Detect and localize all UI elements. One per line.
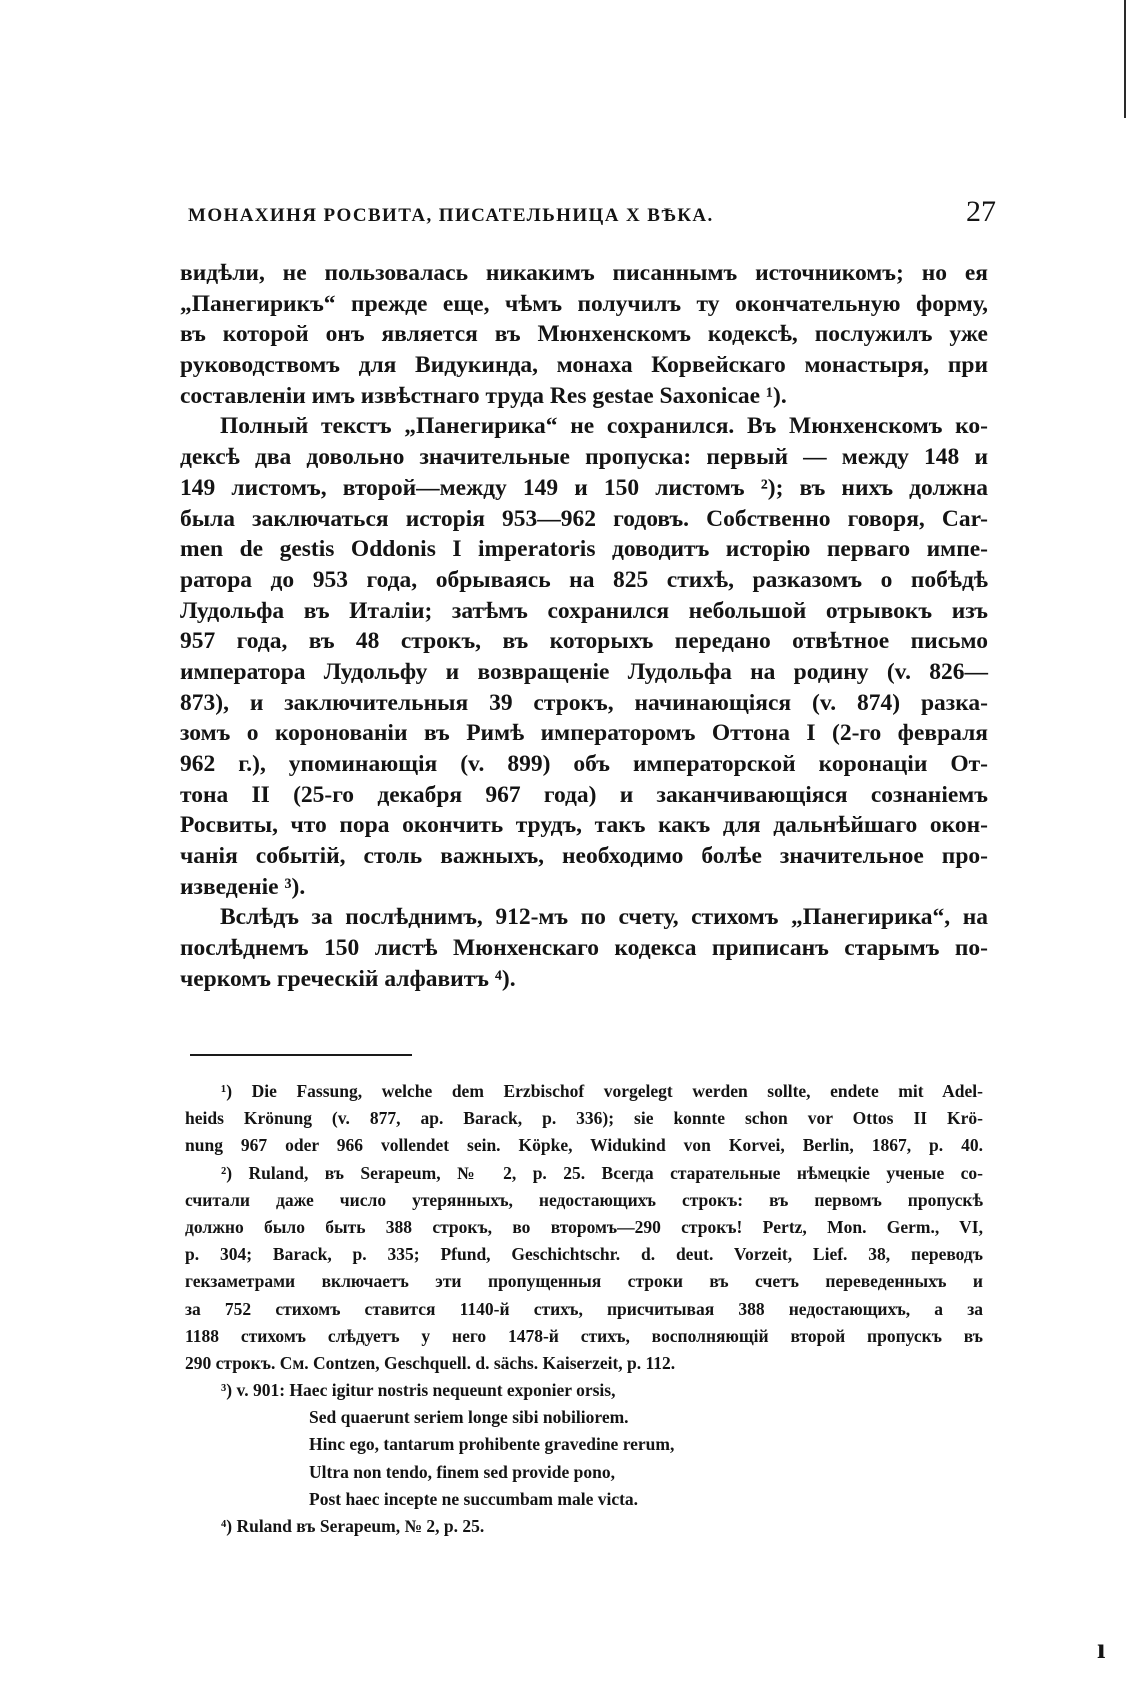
footnote-line: ¹) Die Fassung, welche dem Erzbischof vorgelegt werden sollte, endete mit Adel- xyxy=(221,1081,983,1101)
text-line: 149 листомъ, второй—между 149 и 150 листомъ ²); въ нихъ должна xyxy=(180,474,988,501)
footnote-line: 1188 стихомъ слѣдуетъ у него 1478-й стихъ, восполняющій второй пропускъ въ xyxy=(185,1325,983,1346)
footnote-line: считали даже число утерянныхъ, недостающихъ строкъ: въ первомъ пропускѣ xyxy=(185,1189,983,1210)
text-line: 957 года, въ 48 строкъ, въ которыхъ передано отвѣтное письмо xyxy=(180,628,988,655)
text-line: Лудольфа въ Италіи; затѣмъ сохранился небольшой отрывокъ изъ xyxy=(180,597,988,624)
footnote-line: Ultra non tendo, finem sed provide pono, xyxy=(309,1461,615,1482)
text-line: чанія событій, столь важныхъ, необходимо болѣе значительное про- xyxy=(180,843,988,870)
text-line: послѣднемъ 150 листѣ Мюнхенскаго кодекса приписанъ старымъ по- xyxy=(180,935,988,962)
text-line: Полный текстъ „Панегирика“ не сохранился. Въ Мюнхенскомъ ко- xyxy=(220,413,988,440)
page-number: 27 xyxy=(966,195,996,228)
page-edge-line xyxy=(1124,0,1126,118)
footnote-line: p. 304; Barack, p. 335; Pfund, Geschichtschr. d. deut. Vorzeit, Lief. 38, переводъ xyxy=(185,1244,983,1265)
text-line: была заключаться исторія 953—962 годовъ. Собственно говоря, Car- xyxy=(180,505,988,532)
text-line: видѣли, не пользовалась никакимъ писаннымъ источникомъ; но ея xyxy=(180,260,988,286)
text-line: Вслѣдъ за послѣднимъ, 912-мъ по счету, стихомъ „Панегирика“, на xyxy=(220,904,988,931)
running-head xyxy=(188,195,996,235)
text-line: въ которой онъ является въ Мюнхенскомъ кодексѣ, послужилъ уже xyxy=(180,321,988,348)
margin-mark: ı xyxy=(1097,1632,1106,1665)
text-line: „Панегирикъ“ прежде еще, чѣмъ получилъ ту окончательную форму, xyxy=(180,290,988,317)
footnote-line: ³) v. 901: Haec igitur nostris nequeunt exponier orsis, xyxy=(221,1380,616,1401)
footnote-line: nung 967 oder 966 vollendet sein. Köpke, Widukind von Korvei, Berlin, 1867, p. 40. xyxy=(185,1135,983,1156)
text-line: дексѣ два довольно значительные пропуска: первый — между 148 и xyxy=(180,444,988,471)
text-line: зомъ о короновaніи въ Римѣ императоромъ Оттона I (2-го февраля xyxy=(180,720,988,747)
text-line: 873), и заключительныя 39 строкъ, начинающіяся (v. 874) разка- xyxy=(180,689,988,716)
main-text-block xyxy=(180,258,988,995)
footnote-line: Post haec incepte ne succumbam male victa. xyxy=(309,1488,639,1509)
running-title: МОНАХИНЯ РОСВИТА, ПИСАТЕЛЬНИЦА X ВѢКА. xyxy=(188,205,714,226)
footnote-separator xyxy=(190,1054,412,1056)
footnote-line: за 752 стихомъ ставится 1140-й стихъ, присчитывая 388 недостающихъ, а за xyxy=(185,1298,983,1319)
text-line: 962 г.), упоминающія (v. 899) объ императорской коронаціи От- xyxy=(180,751,988,777)
footnote-line: 290 строкъ. См. Contzen, Geschquell. d. sächs. Kaiserzeit, p. 112. xyxy=(185,1352,676,1373)
footnote-line: ²) Ruland, въ Serapeum, № 2, p. 25. Всегда старательные нѣмецкіе ученые со- xyxy=(221,1162,983,1183)
text-line: руководствомъ для Видукинда, монаха Корвейскаго монастыря, при xyxy=(180,352,988,379)
footnote-line: Hinc ego, tantarum prohibente gravedine rerum, xyxy=(309,1434,675,1455)
footnote-line: heids Krönung (v. 877, ap. Barack, p. 336); sie konnte schon vor Ottos II Krö- xyxy=(185,1108,983,1129)
text-line: черкомъ греческій алфавитъ ⁴). xyxy=(180,965,516,992)
footnote-line: Sed quaerunt seriem longe sibi nobiliorem. xyxy=(309,1407,629,1428)
footnote-line: гекзаметрами включаетъ эти пропущенныя строки въ счетъ переведенныхъ и xyxy=(185,1271,983,1292)
footnote-line: ⁴) Ruland въ Serapeum, № 2, p. 25. xyxy=(221,1516,485,1536)
text-line: Росвиты, что пора окончить трудъ, такъ какъ для дальнѣйшаго окон- xyxy=(180,812,988,839)
text-line: тона II (25-го декабря 967 года) и заканчивающіяся сознаніемъ xyxy=(180,781,988,808)
footnote-line: должно было быть 388 строкъ, во второмъ—290 строкъ! Pertz, Mon. Germ., VI, xyxy=(185,1216,983,1237)
text-line: составленіи имъ извѣстнаго труда Res gestae Saxonicae ¹). xyxy=(180,382,787,409)
footnotes-block xyxy=(185,1078,983,1540)
text-line: ратора до 953 года, обрываясь на 825 стихѣ, разказомъ о побѣдѣ xyxy=(180,566,988,593)
text-line: изведеніе ³). xyxy=(180,873,306,900)
text-line: men de gestis Oddonis I imperatoris доводитъ исторію перваго импе- xyxy=(180,536,988,563)
text-line: императора Лудольфу и возвращеніе Лудольфа на родину (v. 826— xyxy=(180,658,988,685)
